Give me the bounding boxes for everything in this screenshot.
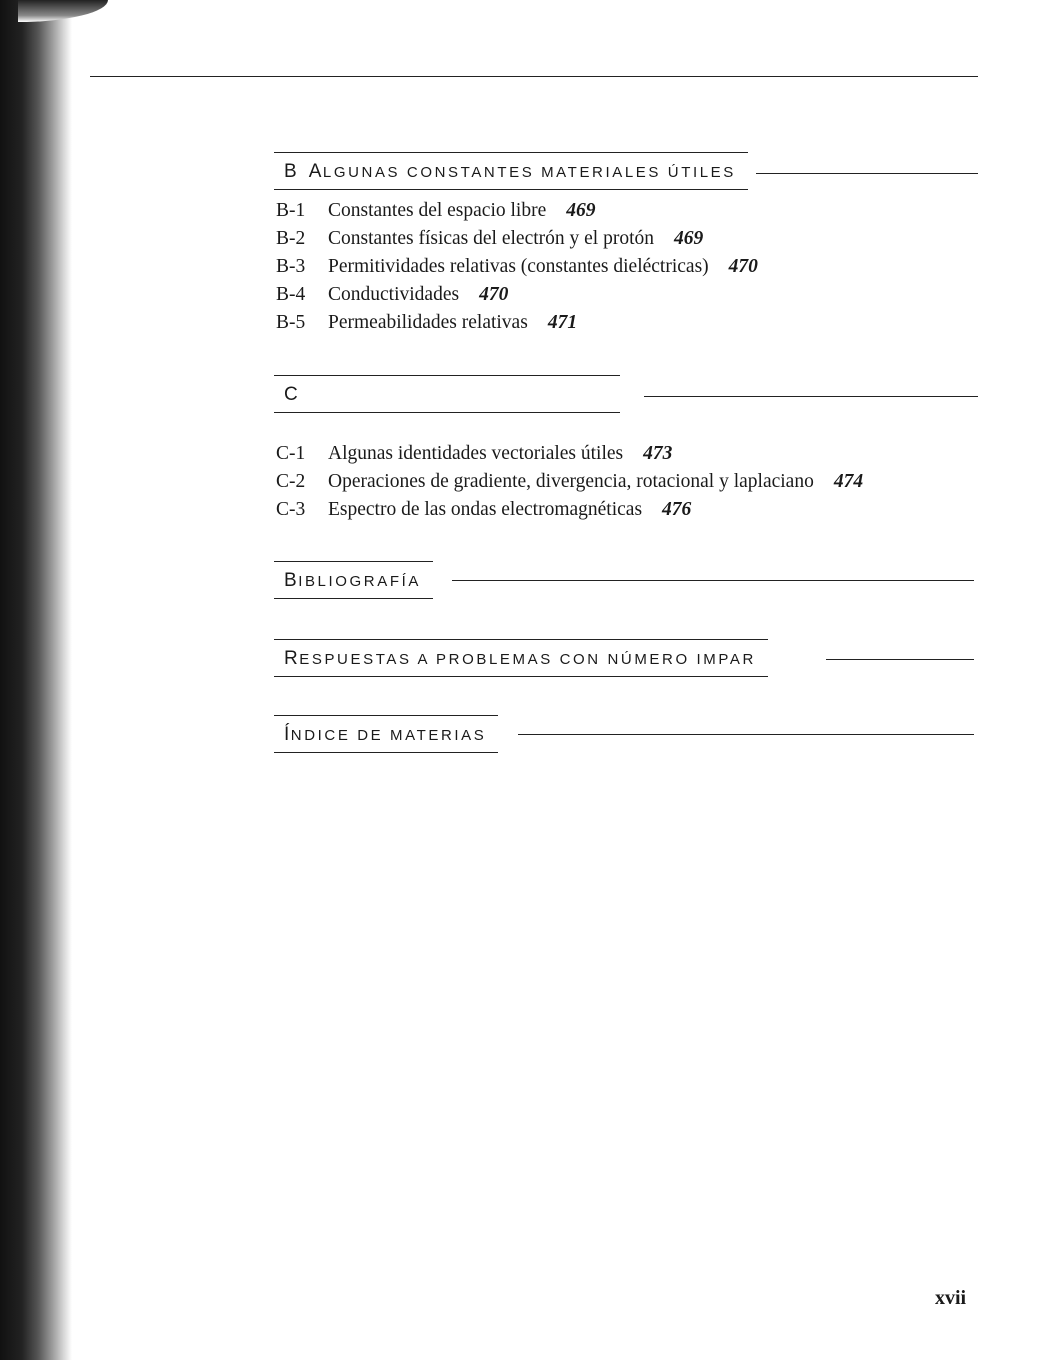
entry-title: Espectro de las ondas electromagnéticas [328, 499, 643, 520]
toc-entry-b1[interactable] [276, 197, 758, 225]
section-b-heading [274, 152, 748, 190]
entry-page: 470 [728, 256, 758, 277]
section-b-entries [276, 197, 758, 337]
section-c-entries [276, 440, 863, 524]
entry-title: Permeabilidades relativas [328, 312, 528, 333]
section-b-rule [756, 173, 978, 174]
toc-entry-c1[interactable] [276, 440, 863, 468]
bibliografia-rule [452, 580, 974, 581]
entry-page: 473 [643, 443, 673, 464]
bibliografia-initial: B [284, 570, 299, 591]
bibliografia-rest: IBLIOGRAFÍA [298, 573, 421, 590]
top-rule [90, 76, 978, 77]
entry-code: B-3 [276, 256, 306, 277]
section-b-title-rest: LGUNAS CONSTANTES MATERIALES ÚTILES [322, 164, 736, 181]
section-c-rule [644, 396, 978, 397]
entry-title: Permitividades relativas (constantes dieléctricas) [328, 256, 709, 277]
book-binding-shadow [0, 0, 72, 1360]
respuestas-rest: ESPUESTAS A PROBLEMAS CON NÚMERO IMPAR [299, 651, 756, 668]
section-c-letter: C [284, 384, 298, 405]
entry-page: 471 [547, 312, 578, 333]
respuestas-rule [826, 659, 974, 660]
section-c-heading [274, 375, 620, 413]
entry-title: Constantes del espacio libre [328, 200, 547, 221]
page-number: xvii [935, 1287, 967, 1309]
indice-heading[interactable] [274, 715, 498, 753]
toc-entry-c2[interactable] [276, 468, 863, 496]
toc-entry-b5[interactable] [276, 309, 758, 337]
entry-title: Operaciones de gradiente, divergencia, rotacional y laplaciano [328, 471, 814, 492]
entry-code: C-1 [276, 443, 306, 464]
entry-page: 469 [566, 200, 596, 221]
toc-entry-b2[interactable] [276, 225, 758, 253]
entry-code: C-3 [276, 499, 306, 520]
respuestas-heading[interactable] [274, 639, 768, 677]
entry-code: B-1 [276, 200, 306, 221]
entry-page: 469 [674, 228, 704, 249]
section-b-title-initial: A [308, 161, 323, 182]
respuestas-initial: R [284, 648, 300, 669]
bibliografia-title [274, 561, 433, 599]
section-c-title [274, 375, 620, 413]
respuestas-title [274, 639, 768, 677]
entry-code: B-4 [276, 284, 306, 305]
section-b-title [274, 152, 748, 190]
indice-initial: Í [284, 724, 291, 745]
indice-title [274, 715, 498, 753]
entry-page: 474 [833, 471, 864, 492]
section-b-letter: B [284, 161, 297, 182]
entry-code: C-2 [276, 471, 306, 492]
toc-entry-b3[interactable] [276, 253, 758, 281]
entry-title: Algunas identidades vectoriales útiles [328, 443, 624, 464]
entry-title: Conductividades [328, 284, 460, 305]
entry-title: Constantes físicas del electrón y el protón [328, 228, 654, 249]
bibliografia-heading[interactable] [274, 561, 433, 599]
entry-code: B-2 [276, 228, 306, 249]
entry-page: 476 [662, 499, 692, 520]
indice-rest: NDICE DE MATERIAS [290, 727, 487, 744]
toc-entry-b4[interactable] [276, 281, 758, 309]
entry-page: 470 [479, 284, 509, 305]
toc-entry-c3[interactable] [276, 496, 863, 524]
entry-code: B-5 [276, 312, 306, 333]
indice-rule [518, 734, 974, 735]
